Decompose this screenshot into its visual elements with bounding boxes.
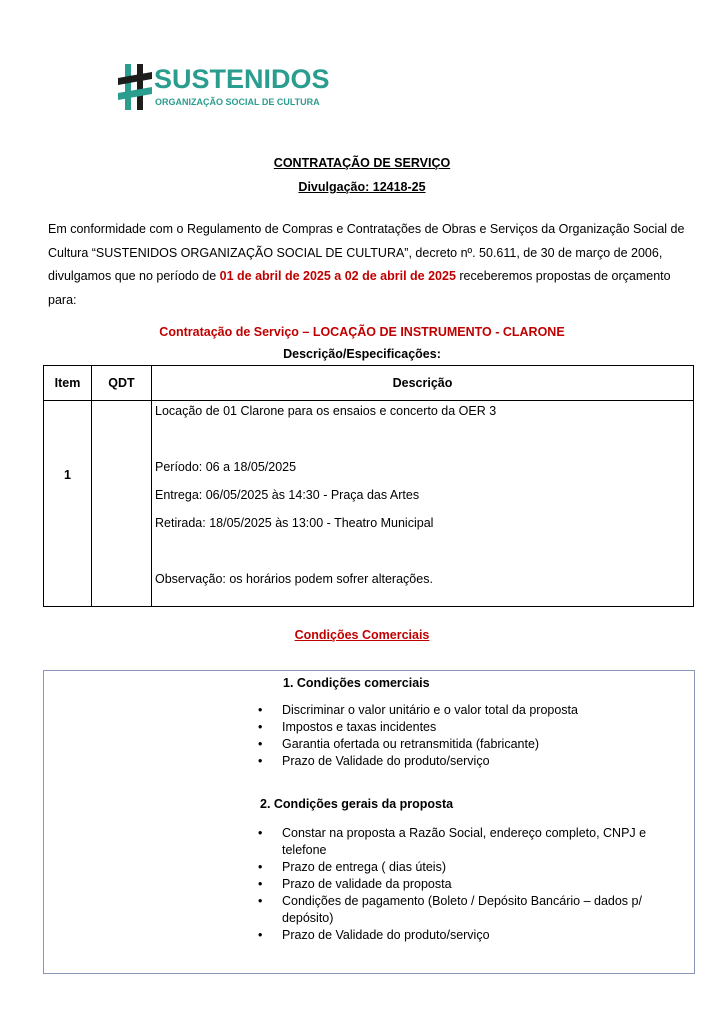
logo-subtitle: ORGANIZAÇÃO SOCIAL DE CULTURA — [155, 97, 320, 107]
conditions-box — [43, 670, 695, 974]
divulgacao-number: Divulgação: 12418-25 — [298, 180, 426, 194]
spec-table — [43, 365, 694, 607]
list-item: • Discriminar o valor unitário e o valor total da proposta — [258, 702, 658, 719]
intro-text-before: Em conformidade com o Regulamento de Compras e Contratações de Obras e Serviços da Organização Social de Cultura “SUSTENIDOS ORGANIZAÇÃO SOCIAL DE CULTURA”, decreto nº. 50.611, de 30 de março de 2006, divulgamos que no período de — [48, 222, 685, 283]
conditions-section2-list — [258, 825, 653, 944]
service-subtitle: Descrição/Especificações: — [283, 347, 441, 361]
list-item: • Constar na proposta a Razão Social, endereço completo, CNPJ e telefone — [258, 825, 653, 859]
logo — [118, 62, 330, 116]
list-item: • Impostos e taxas incidentes — [258, 719, 658, 736]
desc-line: Entrega: 06/05/2025 às 14:30 - Praça das Artes — [155, 488, 420, 502]
list-item: • Prazo de entrega ( dias úteis) — [258, 859, 653, 876]
desc-line: Locação de 01 Clarone para os ensaios e concerto da OER 3 — [155, 404, 497, 418]
list-item: • Prazo de Validade do produto/serviço — [258, 927, 653, 944]
intro-paragraph — [48, 218, 688, 312]
row-descricao — [152, 401, 694, 607]
row-qdt — [92, 401, 152, 607]
hash-logo-icon — [118, 62, 152, 112]
header-descricao: Descrição — [152, 366, 694, 401]
list-item: • Prazo de Validade do produto/serviço — [258, 753, 658, 770]
conditions-section1-heading: 1. Condições comerciais — [283, 676, 430, 690]
list-item: • Condições de pagamento (Boleto / Depósito Bancário – dados p/ depósito) — [258, 893, 653, 927]
desc-line: Período: 06 a 18/05/2025 — [155, 460, 297, 474]
desc-line: Retirada: 18/05/2025 às 13:00 - Theatro Municipal — [155, 516, 434, 530]
logo-name: SUSTENIDOS — [154, 64, 330, 94]
header-qdt: QDT — [92, 366, 152, 401]
intro-period: 01 de abril de 2025 a 02 de abril de 2025 — [219, 269, 456, 283]
list-item: • Prazo de validade da proposta — [258, 876, 653, 893]
conditions-section2-heading: 2. Condições gerais da proposta — [260, 797, 454, 811]
spec-table-header — [44, 366, 694, 401]
header-item: Item — [44, 366, 92, 401]
service-title: Contratação de Serviço – LOCAÇÃO DE INSTRUMENTO - CLARONE — [159, 325, 565, 339]
conditions-title: Condições Comerciais — [294, 628, 430, 642]
page-title: CONTRATAÇÃO DE SERVIÇO — [273, 156, 451, 170]
intro-text-after: receberemos propostas de orçamento para: — [48, 269, 671, 307]
list-item: • Garantia ofertada ou retransmitida (fabricante) — [258, 736, 658, 753]
row-item: 1 — [44, 401, 92, 607]
table-row — [44, 401, 694, 607]
conditions-section1-list — [258, 702, 658, 770]
desc-line: Observação: os horários podem sofrer alterações. — [155, 572, 433, 586]
